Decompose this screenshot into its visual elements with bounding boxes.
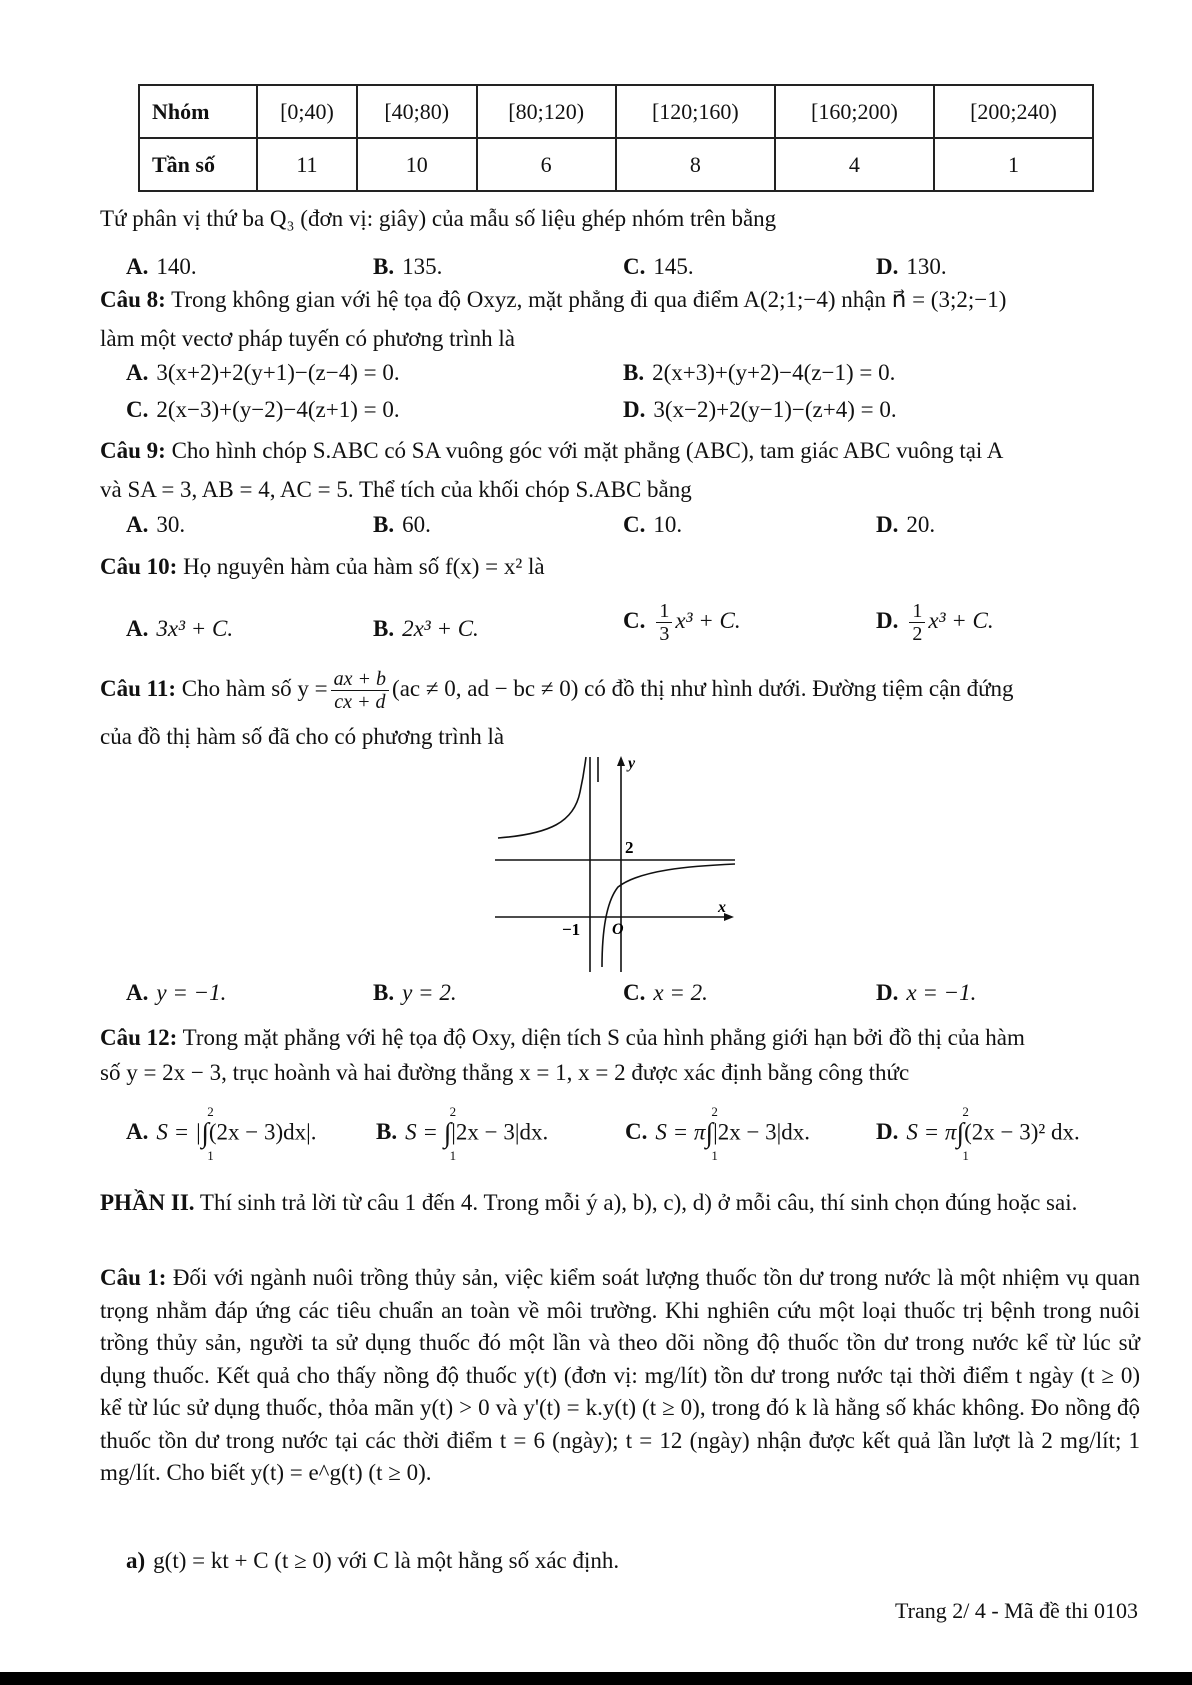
option-label: C.: [623, 607, 646, 633]
table-cell: [160;200): [775, 85, 934, 138]
q9-stem: [100, 438, 1003, 464]
q11-option-a: [126, 980, 226, 1006]
y-arrow-icon: [617, 756, 625, 766]
table-cell: Tần số: [139, 138, 257, 191]
q7-option-b: [373, 254, 442, 280]
option-label: C.: [623, 254, 646, 279]
option-text: 10.: [653, 512, 683, 537]
option-label: D.: [876, 607, 899, 633]
fraction-denominator: cx + d: [334, 691, 386, 713]
q8-option-a: [126, 360, 400, 386]
p2q1-item-a: [126, 1548, 619, 1574]
question-title: Câu 11:: [100, 675, 177, 701]
fraction: [656, 600, 672, 645]
table-row: [139, 138, 1093, 191]
formula-body: |2x − 3|dx.: [451, 1119, 549, 1145]
option-text: 140.: [156, 254, 197, 279]
q9-option-b: [373, 512, 431, 538]
formula-prefix: S = π: [906, 1119, 957, 1145]
q7-stem: Tứ phân vị thứ ba Q₃ (đơn vị: giây) của mẫu số liệu ghép nhóm trên bằng: [100, 206, 777, 231]
upper-limit: 2: [449, 1104, 457, 1119]
table-cell: 8: [616, 138, 775, 191]
formula-body: (2x − 3)dx|.: [208, 1119, 317, 1145]
option-text: x = −1.: [906, 980, 977, 1005]
formula-prefix: S =: [405, 1119, 444, 1145]
option-text: 3(x−2)+2(y−1)−(z+4) = 0.: [653, 397, 897, 422]
option-text: 135.: [402, 254, 443, 279]
option-text: 20.: [906, 512, 936, 537]
upper-limit: 2: [711, 1104, 718, 1119]
table-cell: 11: [257, 138, 357, 191]
fraction: [909, 600, 925, 645]
fraction-denominator: 3: [659, 623, 670, 645]
option-text: 2x³ + C.: [402, 616, 479, 641]
integral-sign: ∫ 2 1: [443, 1104, 457, 1163]
q10-option-b: [373, 616, 479, 642]
upper-limit: 2: [962, 1104, 969, 1119]
q12-stem-line2: số y = 2x − 3, trục hoành và hai đường thẳng x = 1, x = 2 được xác định bằng công thức: [100, 1060, 910, 1085]
option-label: A.: [126, 1119, 149, 1145]
option-label: B.: [623, 360, 645, 385]
integral-sign: ∫ 2 1: [956, 1104, 969, 1163]
q8-stem: [100, 287, 1006, 313]
option-label: C.: [623, 512, 646, 537]
question-text: Cho hàm số y =: [181, 675, 328, 701]
option-label: A.: [126, 616, 149, 641]
question-text: Cho hình chóp S.ABC có SA vuông góc với mặt phẳng (ABC), tam giác ABC vuông tại A: [171, 438, 1004, 463]
origin-label: O: [612, 921, 624, 938]
q10-option-c: [623, 600, 741, 645]
scan-edge-bar: [0, 1672, 1192, 1685]
option-text: 3(x+2)+2(y+1)−(z−4) = 0.: [156, 360, 400, 385]
integral-sign: ∫ 2 1: [705, 1104, 718, 1163]
page-footer: Trang 2/ 4 - Mã đề thi 0103: [894, 1598, 1138, 1623]
option-label: C.: [625, 1119, 648, 1145]
question-title: Câu 12:: [100, 1025, 178, 1050]
part-text: Thí sinh trả lời từ câu 1 đến 4. Trong mỗi ý a), b), c), d) ở mỗi câu, thí sinh chọn đúng hoặc sai.: [199, 1190, 1078, 1215]
question-title: Câu 1:: [100, 1265, 167, 1290]
question-text: Đối với ngành nuôi trồng thủy sản, việc kiểm soát lượng thuốc tồn dư trong nước là một nhiệm vụ quan trọng nhằm đáp ứng các tiêu chuẩn an toàn về môi trường. Khi nghiên cứu một loại thuốc trị bệnh trong nuôi trồng thủy sản, người ta sử dụng thuốc đó một lần và theo dõi nồng độ thuốc tồn dư trong nước kể từ lúc sử dụng thuốc. Kết quả cho thấy nồng độ thuốc y(t) (đơn vị: mg/lít) tồn dư trong nước tại thời điểm t ngày (t ≥ 0) kể từ lúc sử dụng thuốc, thỏa mãn y(t) > 0 và y'(t) = k.y(t) (t ≥ 0), trong đó k là hằng số khác không. Đo nồng độ thuốc tồn dư trong nước tại các thời điểm t = 6 (ngày); t = 12 (ngày) nhận được kết quả lần lượt là 2 mg/lít; 1 mg/lít. Cho biết y(t) = e^g(t) (t ≥ 0).: [100, 1265, 1141, 1485]
hyperbola-graph: [490, 752, 740, 978]
table-cell: 4: [775, 138, 934, 191]
option-text: 130.: [906, 254, 947, 279]
question-title: Câu 10:: [100, 554, 178, 579]
formula-body: |2x − 3|dx.: [713, 1119, 811, 1145]
q9-stem-line2: và SA = 3, AB = 4, AC = 5. Thể tích của khối chóp S.ABC bằng: [100, 477, 692, 502]
q8-option-c: [126, 397, 400, 423]
table-cell: 6: [477, 138, 616, 191]
lower-limit: 1: [711, 1148, 718, 1163]
lower-limit: 1: [449, 1148, 457, 1163]
question-title: Câu 9:: [100, 438, 166, 463]
q11-option-d: [876, 980, 976, 1006]
fraction-numerator: 1: [909, 600, 925, 623]
option-text: x³ + C.: [675, 607, 741, 633]
q10-option-d: [876, 600, 994, 645]
table-cell: 1: [934, 138, 1093, 191]
upper-limit: 2: [207, 1104, 214, 1119]
question-text: Họ nguyên hàm của hàm số f(x) = x² là: [183, 554, 545, 579]
option-text: 3x³ + C.: [156, 616, 234, 641]
frequency-table: [138, 84, 1094, 192]
option-label: B.: [373, 512, 395, 537]
option-text: x = 2.: [653, 980, 708, 1005]
question-text: Trong không gian với hệ tọa độ Oxyz, mặt phẳng đi qua điểm A(2;1;−4) nhận n⃗ = (3;2;−1): [171, 287, 1007, 312]
option-text: 60.: [402, 512, 431, 537]
fraction-denominator: 2: [912, 623, 923, 645]
q12-option-b: [376, 1104, 549, 1163]
option-text: y = −1.: [156, 980, 227, 1005]
option-text: y = 2.: [402, 980, 457, 1005]
q9-option-c: [623, 512, 682, 538]
table-cell: 10: [357, 138, 477, 191]
item-text: g(t) = kt + C (t ≥ 0) với C là một hằng số xác định.: [153, 1548, 620, 1573]
option-label: C.: [126, 397, 149, 422]
q7-option-a: [126, 254, 197, 280]
option-label: B.: [373, 980, 395, 1005]
q12-option-d: [876, 1104, 1080, 1163]
option-text: x³ + C.: [928, 607, 994, 633]
q12-stem: [100, 1025, 1025, 1051]
table-cell: Nhóm: [139, 85, 257, 138]
table-row: [139, 85, 1093, 138]
q9-option-d: [876, 512, 935, 538]
item-label: a): [126, 1548, 146, 1573]
formula-prefix: S = π: [655, 1119, 706, 1145]
q11-stem-line2: của đồ thị hàm số đã cho có phương trình là: [100, 724, 505, 749]
option-label: C.: [623, 980, 646, 1005]
table-cell: [0;40): [257, 85, 357, 138]
option-label: A.: [126, 360, 149, 385]
formula-prefix: S = |: [156, 1119, 202, 1145]
q9-option-a: [126, 512, 185, 538]
q10-stem: [100, 554, 545, 580]
option-label: D.: [623, 397, 646, 422]
option-label: D.: [876, 1119, 899, 1145]
fraction-numerator: ax + b: [331, 668, 389, 691]
q12-option-c: [625, 1104, 811, 1163]
q11-option-b: [373, 980, 457, 1006]
table-cell: [200;240): [934, 85, 1093, 138]
option-label: D.: [876, 980, 899, 1005]
x-axis-label: x: [718, 899, 726, 916]
q8-stem-line2: làm một vectơ pháp tuyến có phương trình là: [100, 326, 515, 351]
fraction: [331, 668, 389, 713]
lower-limit: 1: [207, 1148, 214, 1163]
y-axis-label: y: [628, 755, 636, 772]
q7-option-c: [623, 254, 694, 280]
q8-option-d: [623, 397, 897, 423]
part-title: PHẦN II.: [100, 1190, 195, 1215]
left-branch: [498, 757, 586, 838]
question-text: Trong mặt phẳng với hệ tọa độ Oxy, diện tích S của hình phẳng giới hạn bởi đồ thị của hàm: [182, 1025, 1025, 1050]
question-title: Câu 8:: [100, 287, 166, 312]
table-cell: [40;80): [357, 85, 477, 138]
option-label: A.: [126, 254, 149, 279]
q10-option-a: [126, 616, 233, 642]
q8-option-b: [623, 360, 895, 386]
option-label: B.: [373, 254, 395, 279]
q11-stem: [100, 668, 1014, 713]
table-cell: [120;160): [616, 85, 775, 138]
fraction-numerator: 1: [656, 600, 672, 623]
option-text: 2(x−3)+(y−2)−4(z+1) = 0.: [156, 397, 400, 422]
option-label: B.: [373, 616, 395, 641]
part2-instructions: [100, 1187, 1140, 1218]
option-label: D.: [876, 512, 899, 537]
lower-limit: 1: [962, 1148, 969, 1163]
formula-body: (2x − 3)² dx.: [964, 1119, 1080, 1145]
q11-option-c: [623, 980, 708, 1006]
tick-label-x: −1: [562, 920, 581, 939]
option-label: D.: [876, 254, 899, 279]
table-cell: [80;120): [477, 85, 616, 138]
option-text: 2(x+3)+(y+2)−4(z−1) = 0.: [652, 360, 896, 385]
option-label: A.: [126, 980, 149, 1005]
right-branch: [602, 864, 735, 967]
question-text: (ac ≠ 0, ad − bc ≠ 0) có đồ thị như hình dưới. Đường tiệm cận đứng: [392, 675, 1014, 701]
tick-label-y: 2: [625, 838, 634, 857]
p2q1-stem: [100, 1262, 1140, 1490]
q7-option-d: [876, 254, 947, 280]
integral-sign: ∫ 2 1: [201, 1104, 214, 1163]
option-text: 145.: [653, 254, 694, 279]
option-label: B.: [376, 1119, 398, 1145]
option-text: 30.: [156, 512, 186, 537]
q12-option-a: [126, 1104, 317, 1163]
option-label: A.: [126, 512, 149, 537]
